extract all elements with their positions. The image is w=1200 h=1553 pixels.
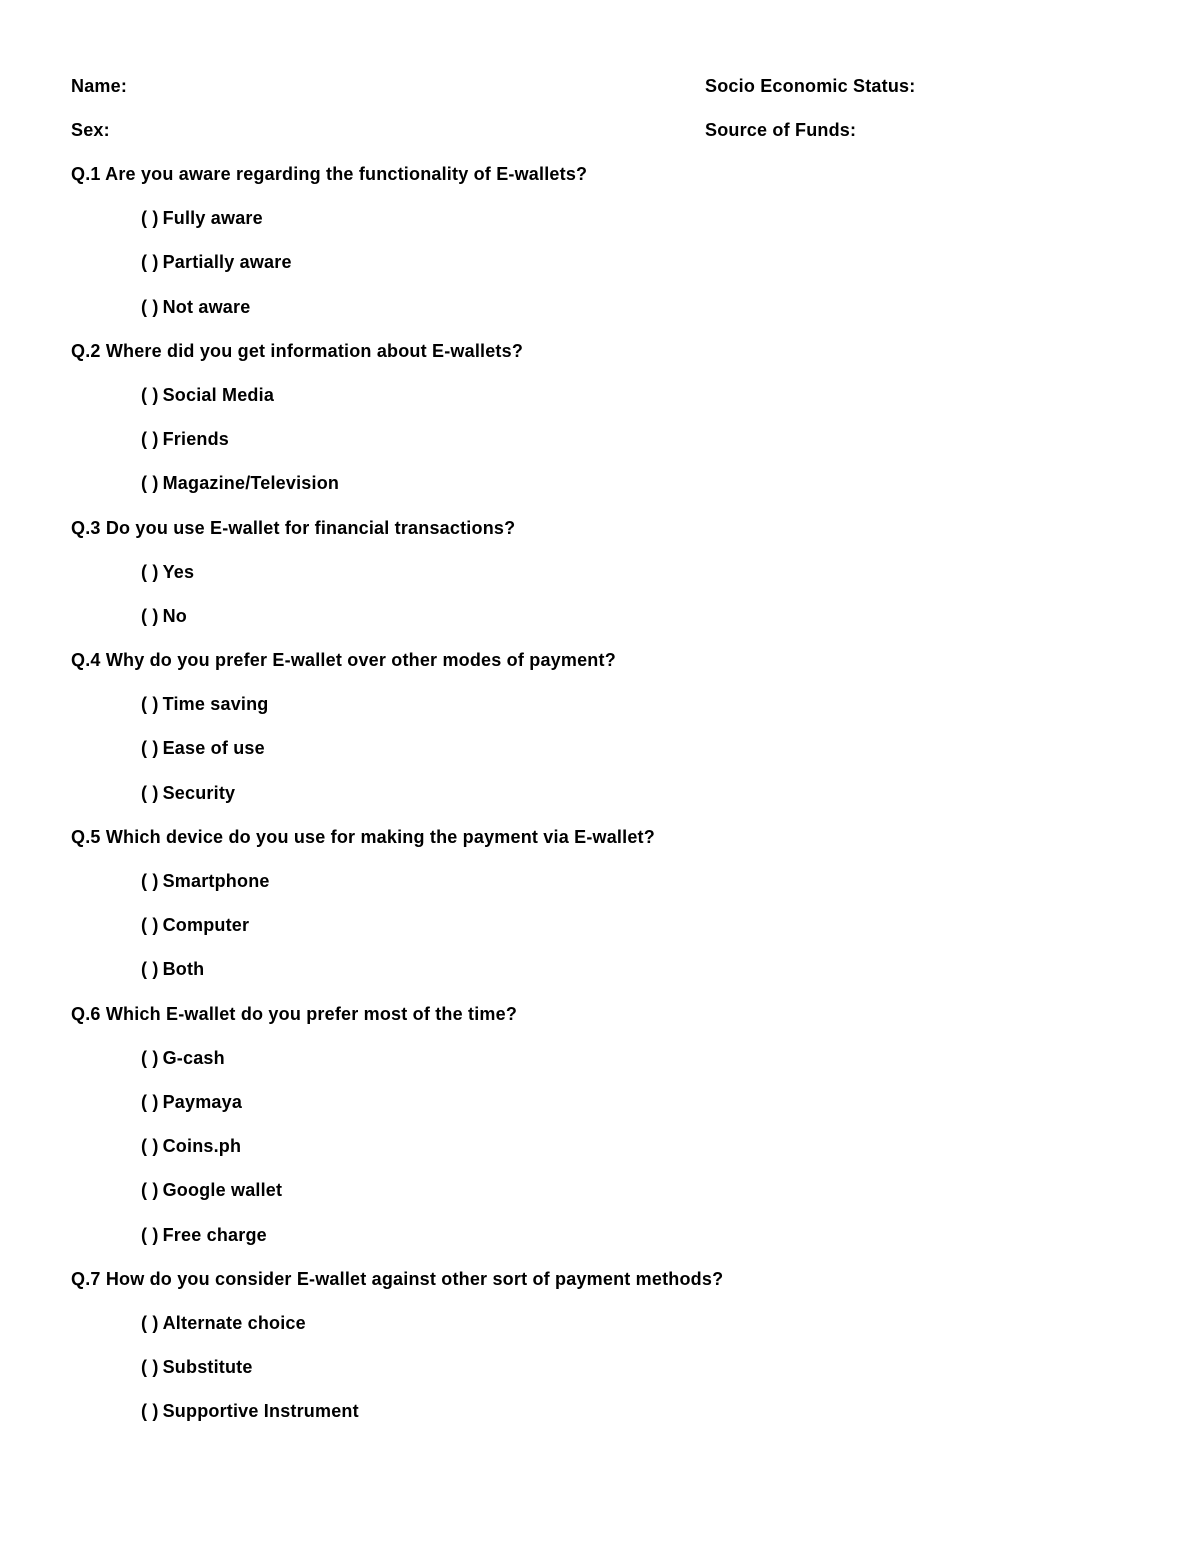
question-6: Q.6 Which E-wallet do you prefer most of the time? (71, 1003, 518, 1024)
checkbox[interactable]: ( ) (141, 782, 159, 803)
checkbox[interactable]: ( ) (141, 384, 159, 405)
checkbox[interactable]: ( ) (141, 738, 159, 759)
checkbox[interactable]: ( ) (141, 1091, 159, 1112)
option-label: Partially aware (162, 252, 292, 273)
header-row-2 (71, 117, 1131, 143)
option-fully-aware[interactable] (71, 205, 1131, 249)
option-label: Computer (162, 915, 250, 936)
option-friends[interactable] (71, 426, 1131, 470)
option-label: Google wallet (162, 1180, 283, 1201)
option-supportive-instrument[interactable] (71, 1398, 1131, 1442)
option-label: Both (162, 959, 205, 980)
checkbox[interactable]: ( ) (141, 1312, 159, 1333)
option-alternate-choice[interactable] (71, 1310, 1131, 1354)
question-4: Q.4 Why do you prefer E-wallet over other modes of payment? (71, 650, 616, 671)
checkbox[interactable]: ( ) (141, 1224, 159, 1245)
checkbox[interactable]: ( ) (141, 252, 159, 273)
question-5: Q.5 Which device do you use for making the payment via E-wallet? (71, 826, 655, 847)
option-magazine-television[interactable] (71, 470, 1131, 514)
option-security[interactable] (71, 780, 1131, 824)
option-google-wallet[interactable] (71, 1177, 1131, 1221)
source-of-funds-label: Source of Funds: (705, 120, 857, 140)
question-1: Q.1 Are you aware regarding the functionality of E-wallets? (71, 164, 588, 184)
question-2: Q.2 Where did you get information about E-wallets? (71, 340, 524, 361)
socio-economic-status-label: Socio Economic Status: (705, 76, 916, 96)
option-paymaya[interactable] (71, 1089, 1131, 1133)
option-ease-of-use[interactable] (71, 735, 1131, 779)
option-label: Smartphone (162, 871, 270, 891)
checkbox[interactable]: ( ) (141, 1136, 159, 1157)
checkbox[interactable]: ( ) (141, 561, 159, 582)
sex-label: Sex: (71, 120, 110, 140)
option-yes[interactable] (71, 559, 1131, 603)
option-both[interactable] (71, 956, 1131, 1000)
checkbox[interactable]: ( ) (141, 959, 159, 980)
option-label: Ease of use (162, 738, 265, 759)
option-g-cash[interactable] (71, 1045, 1131, 1089)
checkbox[interactable]: ( ) (141, 605, 159, 626)
option-label: Time saving (162, 694, 269, 715)
option-no[interactable] (71, 603, 1131, 647)
question-list (71, 161, 1131, 1442)
question-7: Q.7 How do you consider E-wallet against other sort of payment methods? (71, 1268, 724, 1289)
checkbox[interactable]: ( ) (141, 429, 159, 450)
checkbox[interactable]: ( ) (141, 915, 159, 936)
option-label: G-cash (162, 1047, 225, 1068)
option-label: Not aware (162, 296, 251, 317)
option-not-aware[interactable] (71, 294, 1131, 338)
checkbox[interactable]: ( ) (141, 208, 159, 229)
checkbox[interactable]: ( ) (141, 296, 159, 317)
option-label: Supportive Instrument (162, 1401, 359, 1422)
option-social-media[interactable] (71, 382, 1131, 426)
option-label: Free charge (162, 1224, 267, 1245)
option-label: Paymaya (162, 1091, 243, 1112)
checkbox[interactable]: ( ) (141, 1357, 159, 1378)
option-time-saving[interactable] (71, 691, 1131, 735)
question-3: Q.3 Do you use E-wallet for financial transactions? (71, 517, 516, 538)
option-label: Coins.ph (162, 1136, 242, 1157)
checkbox[interactable]: ( ) (141, 694, 159, 715)
checkbox[interactable]: ( ) (141, 1401, 159, 1422)
checkbox[interactable]: ( ) (141, 871, 159, 891)
option-label: Friends (162, 429, 230, 450)
option-free-charge[interactable] (71, 1222, 1131, 1266)
option-partially-aware[interactable] (71, 249, 1131, 293)
option-smartphone[interactable] (71, 868, 1131, 912)
option-label: Social Media (162, 384, 275, 405)
option-label: Yes (162, 561, 195, 582)
option-computer[interactable] (71, 912, 1131, 956)
option-label: Substitute (162, 1357, 253, 1378)
option-label: Security (162, 782, 236, 803)
option-label: Fully aware (162, 208, 263, 229)
option-substitute[interactable] (71, 1354, 1131, 1398)
option-label: Magazine/Television (162, 473, 340, 494)
name-label: Name: (71, 76, 128, 96)
option-label: Alternate choice (162, 1312, 306, 1333)
header-row-1 (71, 73, 1131, 99)
option-label: No (162, 605, 187, 626)
checkbox[interactable]: ( ) (141, 473, 159, 494)
checkbox[interactable]: ( ) (141, 1047, 159, 1068)
checkbox[interactable]: ( ) (141, 1180, 159, 1201)
option-coins-ph[interactable] (71, 1133, 1131, 1177)
